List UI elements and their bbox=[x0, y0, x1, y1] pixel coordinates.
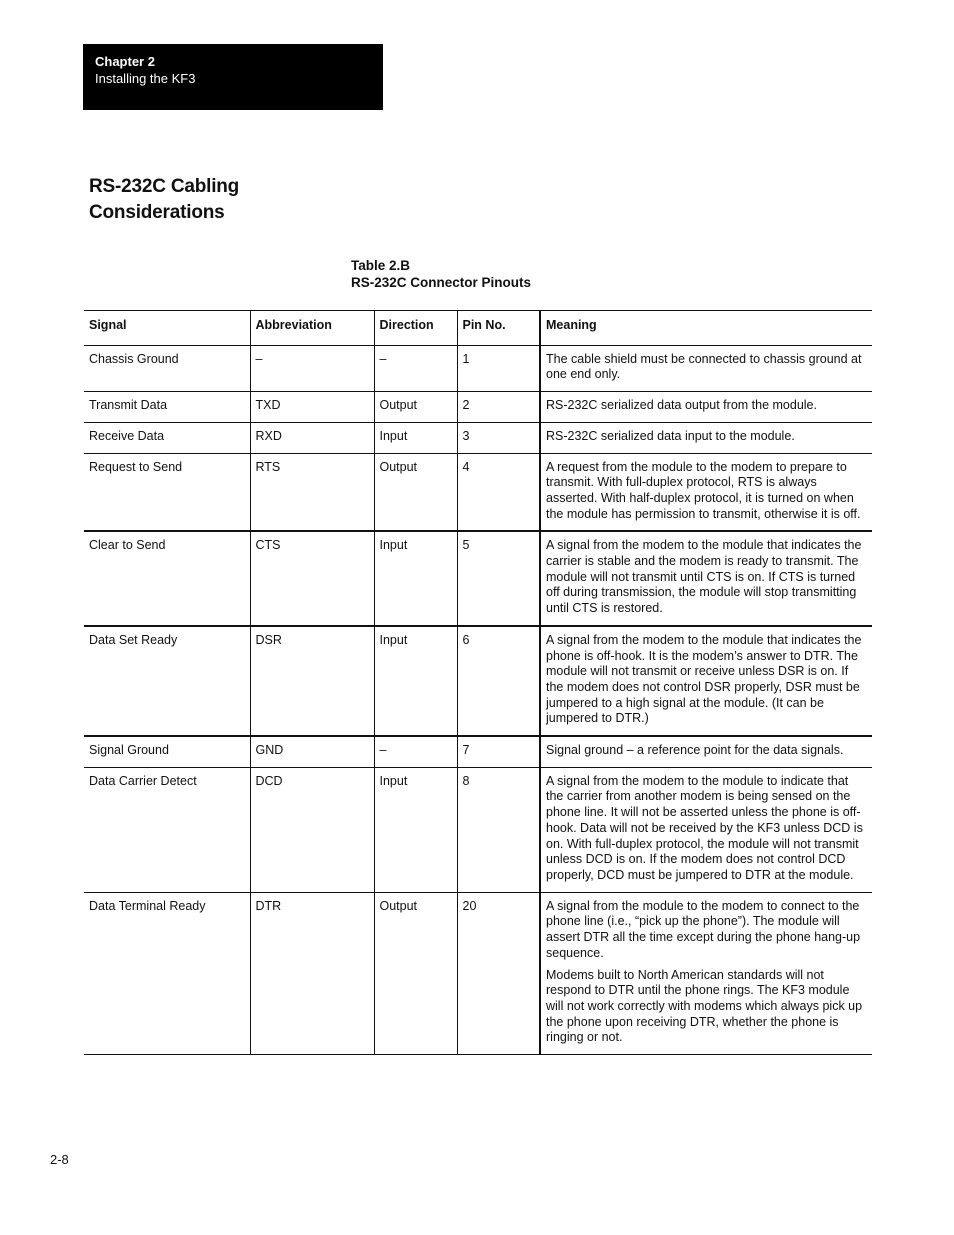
meaning-text: A request from the module to the modem to prepare to transmit. With full-duplex protocol, RTS is always asserted. With half-duplex protocol, it is turned on when the module has permission to transmit, otherwise it is off. bbox=[546, 459, 861, 521]
cell-abbreviation: DSR bbox=[250, 626, 374, 736]
cell-pin: 3 bbox=[457, 422, 540, 453]
cell-pin: 20 bbox=[457, 892, 540, 1054]
cell-direction: Input bbox=[374, 626, 457, 736]
chapter-label: Chapter 2 bbox=[95, 54, 155, 69]
cell-abbreviation: RXD bbox=[250, 422, 374, 453]
cell-direction: Output bbox=[374, 392, 457, 423]
cell-signal: Receive Data bbox=[84, 422, 250, 453]
cell-pin: 4 bbox=[457, 453, 540, 531]
table-row bbox=[84, 736, 872, 767]
table-header bbox=[84, 311, 872, 346]
cell-meaning bbox=[540, 453, 872, 531]
meaning-text: A signal from the modem to the module that indicates the phone is off-hook. It is the modem’s answer to DTR. The module will not transmit or receive unless DSR is on. If the modem does not control DSR properly, DSR must be jumpered to a high signal at the module. (It can be jumpered to DTR.) bbox=[546, 632, 862, 726]
table-row bbox=[84, 531, 872, 626]
meaning-text: A signal from the module to the modem to connect to the phone line (i.e., “pick up the phone”). The module will assert DTR all the time except during the phone hang-up sequence. bbox=[546, 898, 861, 960]
cell-pin: 7 bbox=[457, 736, 540, 767]
cell-direction: Output bbox=[374, 453, 457, 531]
cell-meaning bbox=[540, 531, 872, 626]
cell-signal: Data Set Ready bbox=[84, 626, 250, 736]
cell-meaning bbox=[540, 345, 872, 391]
meaning-text: RS-232C serialized data output from the module. bbox=[546, 398, 817, 413]
table-caption bbox=[351, 257, 531, 291]
table-row bbox=[84, 422, 872, 453]
column-header-pin: Pin No. bbox=[457, 311, 540, 346]
cell-pin: 5 bbox=[457, 531, 540, 626]
cell-abbreviation: CTS bbox=[250, 531, 374, 626]
cell-direction: Input bbox=[374, 767, 457, 892]
column-header-abbreviation: Abbreviation bbox=[250, 311, 374, 346]
cell-signal: Data Carrier Detect bbox=[84, 767, 250, 892]
chapter-subtitle: Installing the KF3 bbox=[95, 71, 196, 86]
section-heading-line2: Considerations bbox=[89, 202, 225, 223]
cell-direction: Input bbox=[374, 422, 457, 453]
table-row bbox=[84, 345, 872, 391]
cell-signal: Data Terminal Ready bbox=[84, 892, 250, 1054]
cell-pin: 2 bbox=[457, 392, 540, 423]
table-row bbox=[84, 767, 872, 892]
cell-pin: 6 bbox=[457, 626, 540, 736]
cell-meaning bbox=[540, 892, 872, 1054]
pinout-table bbox=[84, 310, 872, 1055]
table-number: Table 2.B bbox=[351, 258, 411, 273]
meaning-text: RS-232C serialized data input to the module. bbox=[546, 428, 795, 443]
cell-meaning bbox=[540, 392, 872, 423]
cell-signal: Clear to Send bbox=[84, 531, 250, 626]
cell-direction: – bbox=[374, 736, 457, 767]
cell-pin: 1 bbox=[457, 345, 540, 391]
section-heading-line1: RS-232C Cabling bbox=[89, 176, 240, 197]
cell-abbreviation: DCD bbox=[250, 767, 374, 892]
meaning-text: Modems built to North American standards will not respond to DTR until the phone rings. The KF3 module will not work correctly with modems which always pick up the phone upon receiving DTR, whether the phone is ringing or not. bbox=[546, 967, 863, 1045]
column-header-meaning: Meaning bbox=[546, 318, 597, 332]
cell-direction: Output bbox=[374, 892, 457, 1054]
meaning-text: The cable shield must be connected to chassis ground at one end only. bbox=[546, 351, 862, 382]
cell-abbreviation: GND bbox=[250, 736, 374, 767]
column-header-direction: Direction bbox=[374, 311, 457, 346]
table-header-row bbox=[84, 311, 872, 346]
cell-meaning bbox=[540, 422, 872, 453]
table-body bbox=[84, 345, 872, 1054]
page-number: 2-8 bbox=[50, 1152, 69, 1167]
cell-signal: Transmit Data bbox=[84, 392, 250, 423]
cell-meaning bbox=[540, 626, 872, 736]
cell-meaning bbox=[540, 736, 872, 767]
column-header-signal: Signal bbox=[84, 311, 250, 346]
table-row bbox=[84, 892, 872, 1054]
cell-pin: 8 bbox=[457, 767, 540, 892]
cell-signal: Chassis Ground bbox=[84, 345, 250, 391]
table-row bbox=[84, 626, 872, 736]
cell-abbreviation: TXD bbox=[250, 392, 374, 423]
cell-abbreviation: – bbox=[250, 345, 374, 391]
table-row bbox=[84, 453, 872, 531]
meaning-text: A signal from the modem to the module to indicate that the carrier from another modem is being sensed on the phone line. It will not be asserted unless the phone is off-hook. Data will not be received by the KF3 unless DCD is on. With full-duplex protocol, the module will not transmit unless DCD is on. If the modem does not control DCD properly, DCD must be jumpered to DTR at the module. bbox=[546, 773, 863, 882]
cell-abbreviation: RTS bbox=[250, 453, 374, 531]
cell-signal: Signal Ground bbox=[84, 736, 250, 767]
meaning-text: A signal from the modem to the module that indicates the carrier is stable and the modem is ready to transmit. The module will not transmit until CTS is on. If CTS is turned off during transmission, the module will stop transmitting until CTS is restored. bbox=[546, 538, 862, 616]
meaning-text: Signal ground – a reference point for the data signals. bbox=[546, 743, 844, 758]
cell-direction: Input bbox=[374, 531, 457, 626]
table-title: RS-232C Connector Pinouts bbox=[351, 275, 532, 290]
chapter-header bbox=[83, 44, 383, 110]
cell-direction: – bbox=[374, 345, 457, 391]
cell-meaning bbox=[540, 767, 872, 892]
cell-signal: Request to Send bbox=[84, 453, 250, 531]
cell-abbreviation: DTR bbox=[250, 892, 374, 1054]
section-heading bbox=[89, 174, 309, 226]
table-row bbox=[84, 392, 872, 423]
